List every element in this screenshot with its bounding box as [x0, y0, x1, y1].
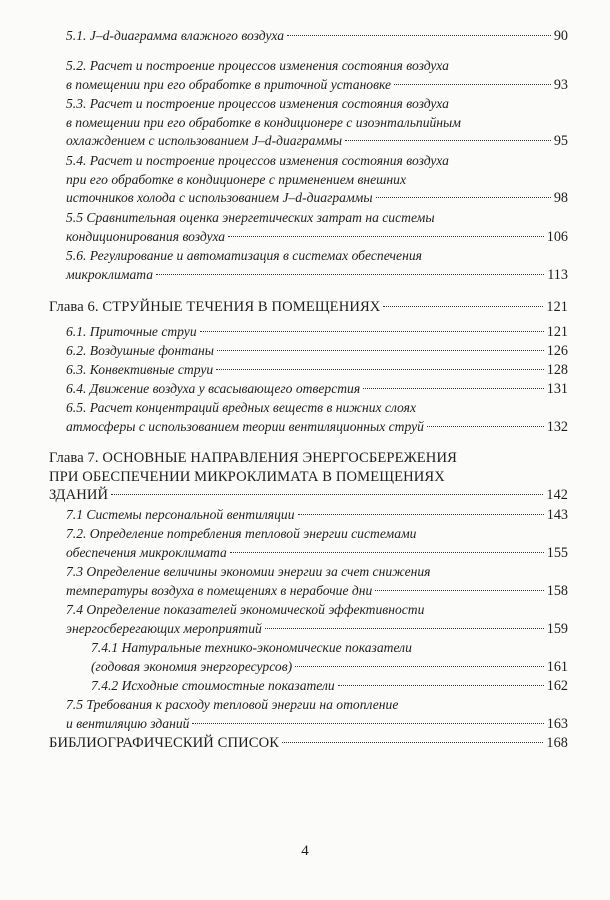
dot-leader — [217, 350, 544, 351]
toc-page-number: 158 — [546, 582, 568, 599]
toc-page-number: 98 — [553, 190, 568, 207]
toc-page-number: 90 — [553, 28, 568, 44]
toc-entry-line — [66, 56, 449, 76]
toc-entry-line — [66, 94, 449, 114]
toc-page-number: 126 — [546, 343, 568, 359]
toc-entry-title: 7.4.2 Исходные стоимостные показатели — [91, 678, 335, 693]
toc-page-number: 93 — [553, 76, 568, 93]
toc-entry-title: 7.1 Системы персональной вентиляции — [66, 507, 295, 522]
toc-entry-line — [66, 619, 568, 639]
toc-entry-line — [91, 657, 568, 677]
dot-leader — [287, 35, 551, 36]
toc-entry-line — [66, 341, 568, 361]
dot-leader — [376, 197, 551, 198]
toc-entry-line — [66, 524, 416, 544]
toc-entry-line — [66, 543, 568, 563]
toc-entry-title: БИБЛИОГРАФИЧЕСКИЙ СПИСОК — [49, 735, 280, 751]
toc-entry-line — [49, 485, 568, 505]
toc-entry-line — [66, 379, 568, 399]
toc-entry-title: 6.5. Расчет концентраций вредных веществ в нижних слоях — [66, 400, 417, 415]
toc-entry-line — [49, 448, 457, 468]
dot-leader — [282, 742, 543, 743]
dot-leader — [216, 369, 544, 370]
toc-entry-title: Глава 7. ОСНОВНЫЕ НАПРАВЛЕНИЯ ЭНЕРГОСБЕРЕЖЕНИЯ — [49, 450, 457, 466]
toc-page-number: 159 — [546, 620, 568, 637]
toc-entry-title: 5.3. Расчет и построение процессов изменения состояния воздуха — [66, 96, 449, 111]
toc-entry-title: обеспечения микроклимата — [66, 544, 227, 560]
toc-entry-line — [66, 417, 568, 437]
toc-page-number: 143 — [546, 507, 568, 523]
toc-entry-line — [49, 297, 568, 317]
dot-leader — [298, 514, 544, 515]
dot-leader — [383, 306, 543, 307]
dot-leader — [338, 685, 544, 686]
dot-leader — [230, 552, 544, 553]
toc-page-number: 142 — [546, 487, 568, 504]
toc-page-number: 163 — [546, 715, 568, 732]
toc-entry-title: Глава 6. СТРУЙНЫЕ ТЕЧЕНИЯ В ПОМЕЩЕНИЯХ — [49, 299, 381, 315]
toc-entry-line — [66, 398, 416, 418]
toc-entry-line — [66, 131, 568, 151]
toc-entry-line — [66, 505, 568, 525]
dot-leader — [427, 426, 544, 427]
toc-page-number: 121 — [546, 324, 568, 340]
toc-entry-title: 7.4 Определение показателей экономической эффективности — [66, 602, 425, 617]
toc-entry-title: источников холода с использованием J–d-диаграммы — [66, 190, 373, 206]
toc-entry-title: 6.4. Движение воздуха у всасывающего отверстия — [66, 381, 361, 396]
dot-leader — [363, 388, 544, 389]
toc-entry-title: 5.1. J–d-диаграмма влажного воздуха — [66, 28, 284, 43]
toc-entry-line — [66, 188, 568, 208]
toc-entry-title: в помещении при его обработке в кондиционере с изоэнтальпийным — [66, 114, 461, 130]
toc-entry-line — [66, 113, 461, 133]
toc-page-number: 131 — [546, 381, 568, 397]
dot-leader — [394, 84, 551, 85]
toc-entry-line — [66, 26, 568, 46]
toc-entry-title: 7.5 Требования к расходу тепловой энергии на отопление — [66, 697, 399, 712]
toc-entry-title: 6.1. Приточные струи — [66, 324, 197, 339]
toc-entry-title: 5.6. Регулирование и автоматизация в системах обеспечения — [66, 248, 422, 263]
dot-leader — [375, 590, 543, 591]
dot-leader — [345, 140, 551, 141]
dot-leader — [265, 628, 544, 629]
toc-entry-title: (годовая экономия энергоресурсов) — [91, 658, 293, 674]
dot-leader — [200, 331, 544, 332]
toc-entry-title: и вентиляцию зданий — [66, 715, 190, 731]
toc-entry-line — [66, 695, 398, 715]
dot-leader — [192, 723, 543, 724]
toc-entry-line — [66, 227, 568, 247]
toc-entry-line — [66, 170, 406, 190]
toc-entry-line — [66, 265, 568, 285]
toc-entry-line — [66, 581, 568, 601]
toc-entry-title: 7.3 Определение величины экономии энергии за счет снижения — [66, 564, 431, 579]
toc-page-number: 162 — [546, 678, 568, 694]
toc-page-number: 132 — [546, 418, 568, 435]
toc-page-number: 155 — [546, 544, 568, 561]
toc-page-number: 95 — [553, 133, 568, 150]
toc-entry-line — [66, 208, 435, 228]
toc-entry-line — [66, 151, 449, 171]
toc-entry-line — [49, 733, 568, 753]
toc-entry-line — [66, 246, 422, 266]
dot-leader — [295, 666, 544, 667]
toc-page-number: 128 — [546, 362, 568, 378]
toc-entry-line — [91, 638, 412, 658]
toc-page-number: 161 — [546, 658, 568, 675]
toc-entry-title: 6.2. Воздушные фонтаны — [66, 343, 214, 358]
toc-entry-title: 7.4.1 Натуральные технико-экономические показатели — [91, 640, 412, 655]
toc-entry-line — [66, 714, 568, 734]
page-number: 4 — [301, 843, 309, 859]
toc-page-number: 106 — [546, 228, 568, 245]
toc-page-number: 113 — [547, 266, 568, 283]
toc-entry-title: при его обработке в кондиционере с применением внешних — [66, 171, 406, 187]
toc-entry-line — [66, 360, 568, 380]
toc-entry-title: в помещении при его обработке в приточной установке — [66, 76, 392, 92]
toc-page-number: 121 — [546, 299, 568, 315]
toc-entry-title: ПРИ ОБЕСПЕЧЕНИИ МИКРОКЛИМАТА В ПОМЕЩЕНИЯХ — [49, 468, 445, 485]
toc-entry-line — [66, 600, 424, 620]
toc-entry-title: 7.2. Определение потребления тепловой энергии системами — [66, 526, 417, 541]
toc-entry-title: температуры воздуха в помещениях в нерабочие дни — [66, 582, 373, 598]
toc-entry-line — [66, 75, 568, 95]
toc-page-number: 168 — [546, 735, 568, 751]
toc-entry-line — [49, 467, 445, 487]
toc-entry-title: 5.4. Расчет и построение процессов изменения состояния воздуха — [66, 153, 449, 168]
toc-entry-line — [66, 322, 568, 342]
toc-entry-title: 6.3. Конвективные струи — [66, 362, 214, 377]
toc-entry-title: охлаждением с использованием J–d-диаграммы — [66, 133, 343, 149]
toc-entry-title: энергосберегающих мероприятий — [66, 620, 262, 636]
dot-leader — [228, 236, 544, 237]
toc-entry-title: микроклимата — [66, 266, 154, 282]
toc-entry-line — [66, 562, 430, 582]
dot-leader — [111, 494, 543, 495]
dot-leader — [156, 274, 544, 275]
toc-entry-title: ЗДАНИЙ — [49, 487, 109, 504]
toc-entry-title: 5.2. Расчет и построение процессов изменения состояния воздуха — [66, 58, 449, 73]
toc-entry-title: атмосферы с использованием теории вентиляционных струй — [66, 418, 424, 434]
toc-entry-title: 5.5 Сравнительная оценка энергетических затрат на системы — [66, 210, 435, 225]
toc-entry-line — [91, 676, 568, 696]
toc-entry-title: кондиционирования воздуха — [66, 228, 226, 244]
